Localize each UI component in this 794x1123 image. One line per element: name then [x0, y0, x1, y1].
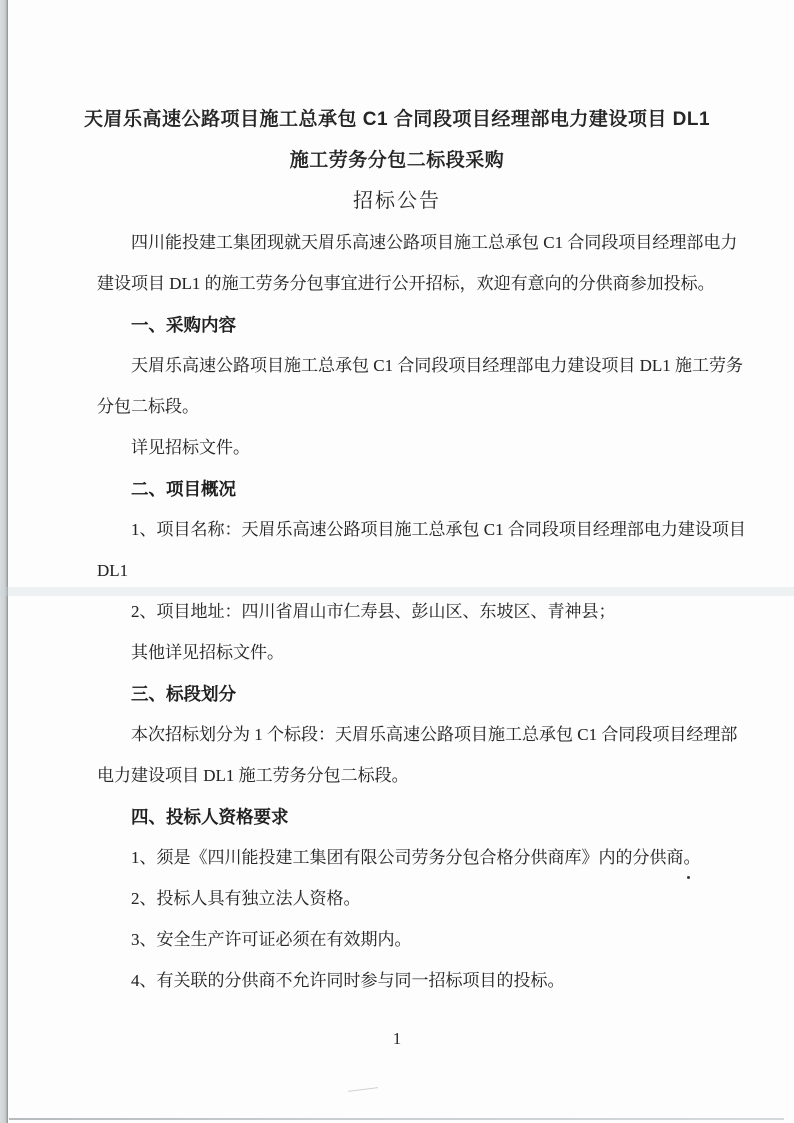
scan-artifact-band	[0, 587, 794, 596]
text-line: 4、有关联的分供商不允许同时参与同一招标项目的投标。	[131, 971, 565, 990]
section-heading: 二、项目概况	[131, 479, 236, 499]
text-line: 1、须是《四川能投建工集团有限公司劳务分包合格分供商库》内的分供商。	[131, 848, 701, 867]
text-line: 分包二标段。	[97, 397, 199, 416]
text-line: 天眉乐高速公路项目施工总承包 C1 合同段项目经理部电力建设项目 DL1 施工劳务	[131, 356, 743, 375]
text-line: 详见招标文件。	[131, 438, 250, 457]
document-title-line1: 天眉乐高速公路项目施工总承包 C1 合同段项目经理部电力建设项目 DL1	[83, 109, 711, 130]
text-line: 本次招标划分为 1 个标段：天眉乐高速公路项目施工总承包 C1 合同段项目经理部	[131, 725, 738, 744]
text-line: DL1	[97, 561, 129, 580]
text-line: 2、投标人具有独立法人资格。	[131, 889, 361, 908]
text-line: 建设项目 DL1 的施工劳务分包事宜进行公开招标，欢迎有意向的分供商参加投标。	[97, 274, 715, 293]
document-title-line2: 施工劳务分包二标段采购	[289, 150, 505, 171]
text-line: 1、项目名称：天眉乐高速公路项目施工总承包 C1 合同段项目经理部电力建设项目	[131, 520, 746, 539]
scan-bottom-edge	[9, 1118, 784, 1120]
text-line: 其他详见招标文件。	[131, 643, 284, 662]
text-line: 电力建设项目 DL1 施工劳务分包二标段。	[97, 766, 409, 785]
text-line: 3、安全生产许可证必须在有效期内。	[131, 930, 412, 949]
text-line: 2、项目地址：四川省眉山市仁寿县、彭山区、东坡区、青神县；	[131, 602, 616, 621]
text-line: 四川能投建工集团现就天眉乐高速公路项目施工总承包 C1 合同段项目经理部电力	[131, 233, 738, 252]
section-heading: 一、采购内容	[131, 315, 236, 335]
section-heading: 三、标段划分	[131, 684, 236, 704]
page-number: 1	[392, 1029, 402, 1048]
notice-heading: 招标公告	[353, 190, 441, 212]
section-heading: 四、投标人资格要求	[131, 807, 289, 827]
scan-scratch	[348, 1087, 378, 1092]
scan-speck	[687, 876, 690, 879]
